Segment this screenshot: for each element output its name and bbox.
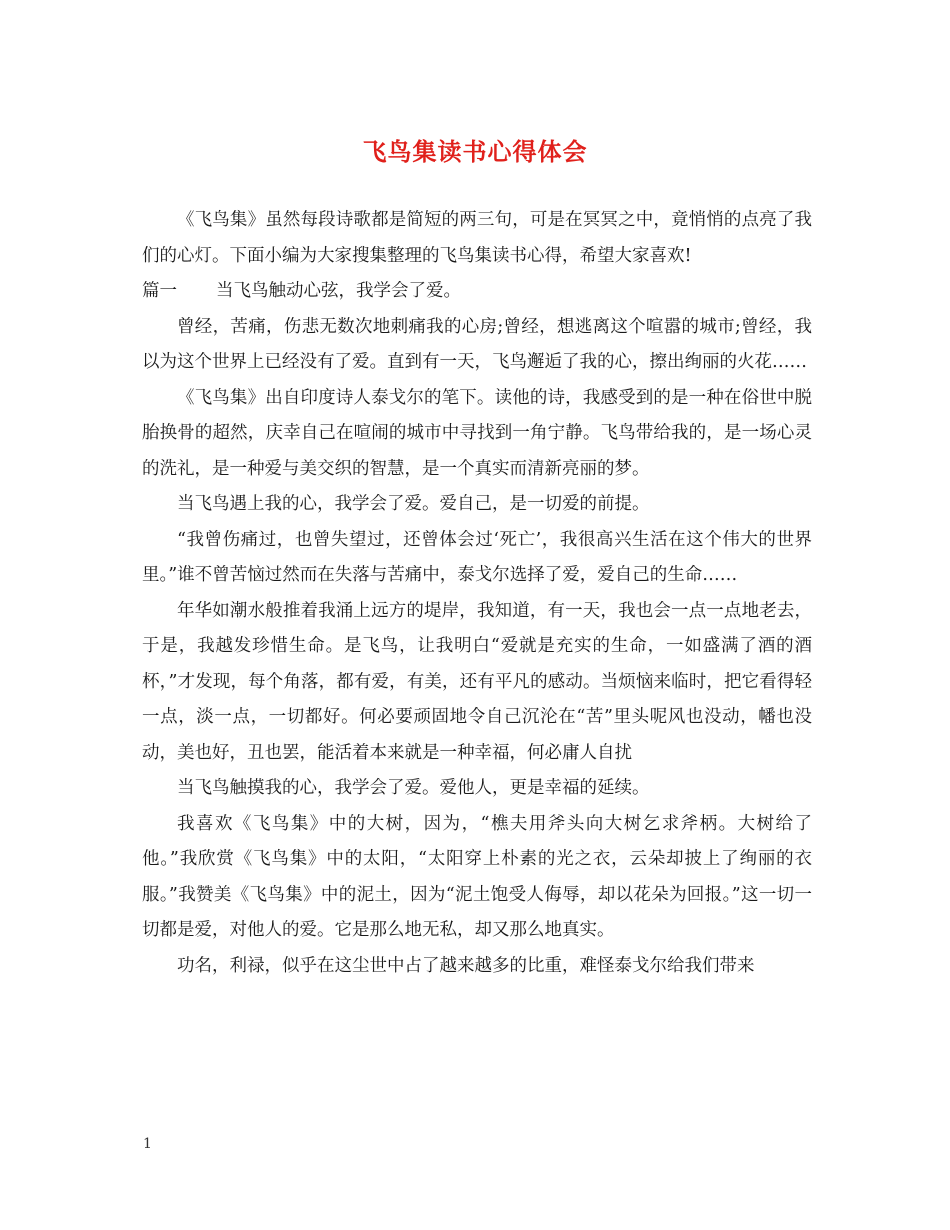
section-label: 篇一 — [142, 281, 177, 301]
section-heading — [142, 274, 812, 310]
paragraph: 曾经，苦痛，伤悲无数次地刺痛我的心房;曾经，想逃离这个喧嚣的城市;曾经，我以为这个世界上已经没有了爱。直到有一天，飞鸟邂逅了我的心，擦出绚丽的火花…… — [142, 316, 812, 372]
document-body — [142, 203, 812, 984]
page-number: 1 — [143, 1136, 152, 1152]
page-title: 飞鸟集读书心得体会 — [362, 137, 588, 166]
paragraph: 年华如潮水般推着我涌上远方的堤岸，我知道，有一天，我也会一点一点地老去，于是，我越发珍惜生命。是飞鸟，让我明白“爱就是充实的生命，一如盛满了酒的酒杯，”才发现，每个角落，都有爱，有美，还有平凡的感动。当烦恼来临时，把它看得轻一点，淡一点，一切都好。何必要顽固地令自己沉沦在“苦”里头呢风也没动，幡也没动，美也好，丑也罢，能活着本来就是一种幸福，何必庸人自扰 — [142, 600, 812, 763]
intro-paragraph: 《飞鸟集》虽然每段诗歌都是简短的两三句，可是在冥冥之中，竟悄悄的点亮了我们的心灯。下面小编为大家搜集整理的飞鸟集读书心得，希望大家喜欢! — [142, 210, 812, 266]
paragraph: 当飞鸟触摸我的心，我学会了爱。爱他人，更是幸福的延续。 — [177, 778, 650, 798]
paragraph: “我曾伤痛过，也曾失望过，还曾体会过‘死亡’，我很高兴生活在这个伟大的世界里。”谁不曾苦恼过然而在失落与苦痛中，泰戈尔选择了爱，爱自己的生命…… — [142, 529, 812, 585]
paragraph: 我喜欢《飞鸟集》中的大树，因为，“樵夫用斧头向大树乞求斧柄。大树给了他。”我欣赏《飞鸟集》中的太阳，“太阳穿上朴素的光之衣，云朵却披上了绚丽的衣服。”我赞美《飞鸟集》中的泥土，因为“泥土饱受人侮辱，却以花朵为回报。”这一切一切都是爱，对他人的爱。它是那么地无私，却又那么地真实。 — [142, 813, 812, 940]
section-heading-text: 当飞鸟触动心弦，我学会了爱。 — [216, 281, 461, 301]
paragraph: 功名，利禄，似乎在这尘世中占了越来越多的比重，难怪泰戈尔给我们带来 — [177, 955, 755, 976]
paragraph: 当飞鸟遇上我的心，我学会了爱。爱自己，是一切爱的前提。 — [177, 494, 650, 514]
paragraph: 《飞鸟集》出自印度诗人泰戈尔的笔下。读他的诗，我感受到的是一种在俗世中脱胎换骨的超然，庆幸自己在喧闹的城市中寻找到一角宁静。飞鸟带给我的，是一场心灵的洗礼，是一种爱与美交织的智慧，是一个真实而清新亮丽的梦。 — [142, 387, 812, 479]
